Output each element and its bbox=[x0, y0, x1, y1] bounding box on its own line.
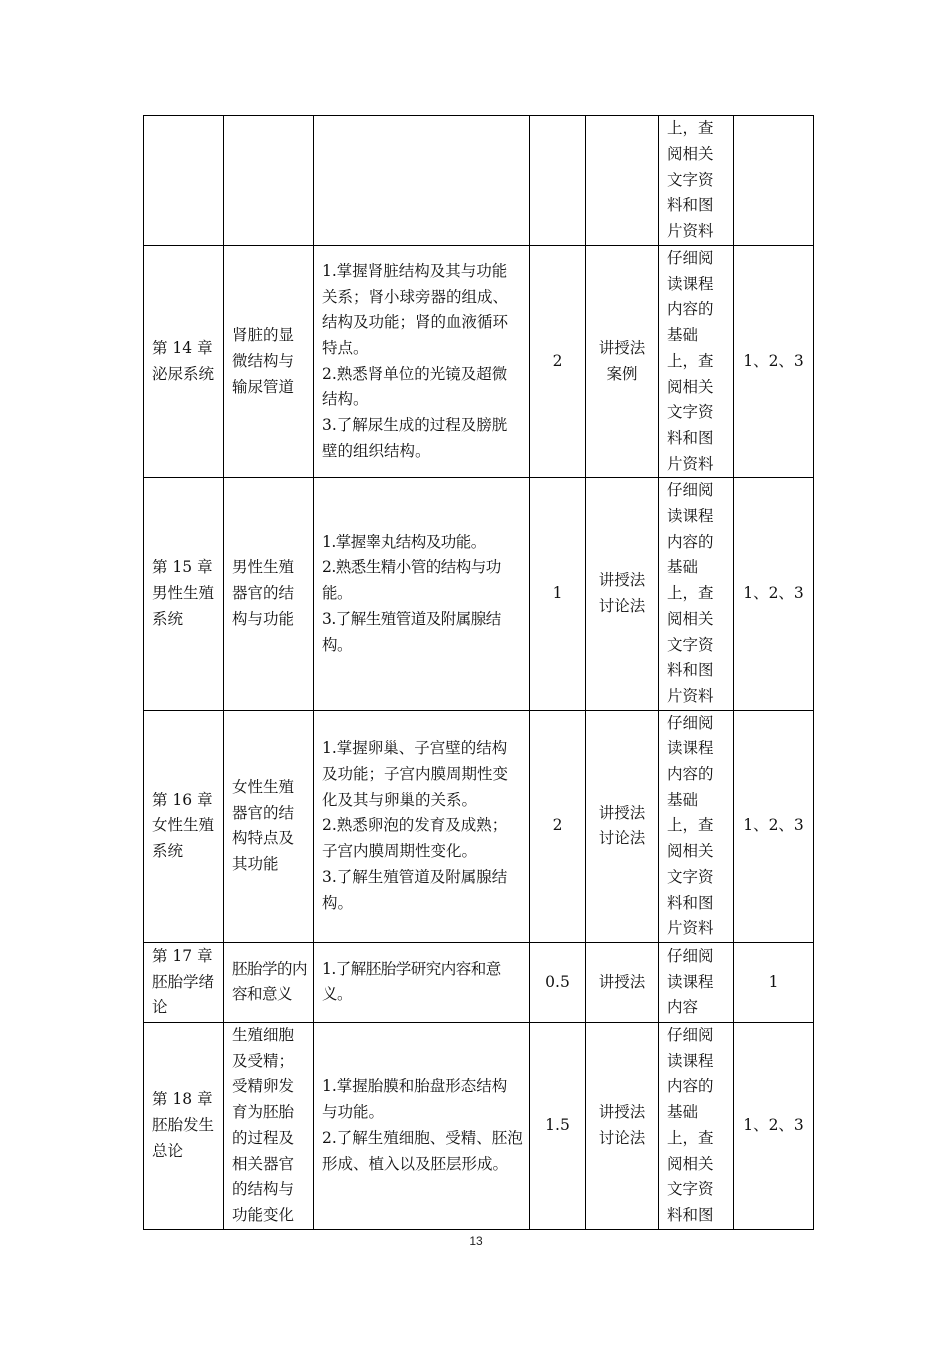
hours-cell: 2 bbox=[530, 246, 586, 478]
topic-cell: 女性生殖 器官的结 构特点及 其功能 bbox=[224, 710, 314, 942]
objectives-cell: 1.掌握卵巢、子宫壁的结构 及功能；子宫内膜周期性变 化及其与卵巢的关系。 2.熟悉卵泡的发育及成熟； 子宫内膜周期性变化。 3.了解生殖管道及附属腺结构。 bbox=[314, 710, 530, 942]
topic-cell: 男性生殖 器官的结 构与功能 bbox=[224, 478, 314, 710]
objectives-cell bbox=[314, 116, 530, 246]
refs-cell: 1、2、3 bbox=[734, 710, 814, 942]
hours-cell: 0.5 bbox=[530, 942, 586, 1022]
objectives-cell: 1.掌握胎膜和胎盘形态结构 与功能。 2.了解生殖细胞、受精、胚泡 形成、植入以及胚层形成。 bbox=[314, 1022, 530, 1229]
method-cell: 讲授法 讨论法 bbox=[586, 1022, 659, 1229]
topic-cell: 胚胎学的内 容和意义 bbox=[224, 942, 314, 1022]
method-cell bbox=[586, 116, 659, 246]
chapter-cell: 第 14 章 泌尿系统 bbox=[144, 246, 224, 478]
table-row bbox=[144, 710, 814, 942]
table-row bbox=[144, 478, 814, 710]
syllabus-table bbox=[143, 115, 814, 1230]
objectives-cell: 1.了解胚胎学研究内容和意义。 bbox=[314, 942, 530, 1022]
method-cell: 讲授法 案例 bbox=[586, 246, 659, 478]
hours-cell: 1 bbox=[530, 478, 586, 710]
chapter-cell bbox=[144, 116, 224, 246]
refs-cell: 1、2、3 bbox=[734, 478, 814, 710]
page-number: 13 bbox=[469, 1234, 483, 1248]
chapter-cell: 第 15 章 男性生殖 系统 bbox=[144, 478, 224, 710]
selfstudy-cell: 仔细阅 读课程 内容 bbox=[659, 942, 734, 1022]
topic-cell: 生殖细胞 及受精； 受精卵发 育为胚胎 的过程及 相关器官 的结构与 功能变化 bbox=[224, 1022, 314, 1229]
topic-cell: 肾脏的显 微结构与 输尿管道 bbox=[224, 246, 314, 478]
selfstudy-cell: 仔细阅 读课程 内容的 基础 上，查 阅相关 文字资 料和图 bbox=[659, 1022, 734, 1229]
refs-cell: 1、2、3 bbox=[734, 1022, 814, 1229]
hours-cell: 2 bbox=[530, 710, 586, 942]
refs-cell bbox=[734, 116, 814, 246]
selfstudy-cell: 上，查 阅相关 文字资 料和图 片资料 bbox=[659, 116, 734, 246]
hours-cell bbox=[530, 116, 586, 246]
method-cell: 讲授法 bbox=[586, 942, 659, 1022]
chapter-cell: 第 16 章 女性生殖 系统 bbox=[144, 710, 224, 942]
refs-cell: 1 bbox=[734, 942, 814, 1022]
table-row bbox=[144, 116, 814, 246]
table-row bbox=[144, 942, 814, 1022]
table-row bbox=[144, 246, 814, 478]
table-row bbox=[144, 1022, 814, 1229]
selfstudy-cell: 仔细阅 读课程 内容的 基础 上，查 阅相关 文字资 料和图 片资料 bbox=[659, 246, 734, 478]
selfstudy-cell: 仔细阅 读课程 内容的 基础 上，查 阅相关 文字资 料和图 片资料 bbox=[659, 478, 734, 710]
refs-cell: 1、2、3 bbox=[734, 246, 814, 478]
topic-cell bbox=[224, 116, 314, 246]
method-cell: 讲授法 讨论法 bbox=[586, 710, 659, 942]
hours-cell: 1.5 bbox=[530, 1022, 586, 1229]
chapter-cell: 第 17 章 胚胎学绪 论 bbox=[144, 942, 224, 1022]
chapter-cell: 第 18 章 胚胎发生 总论 bbox=[144, 1022, 224, 1229]
selfstudy-cell: 仔细阅 读课程 内容的 基础 上，查 阅相关 文字资 料和图 片资料 bbox=[659, 710, 734, 942]
objectives-cell: 1.掌握睾丸结构及功能。 2.熟悉生精小管的结构与功能。 3.了解生殖管道及附属腺结构。 bbox=[314, 478, 530, 710]
method-cell: 讲授法 讨论法 bbox=[586, 478, 659, 710]
objectives-cell: 1.掌握肾脏结构及其与功能 关系；肾小球旁器的组成、 结构及功能；肾的血液循环 特点。 2.熟悉肾单位的光镜及超微 结构。 3.了解尿生成的过程及膀胱 壁的组织结构。 bbox=[314, 246, 530, 478]
